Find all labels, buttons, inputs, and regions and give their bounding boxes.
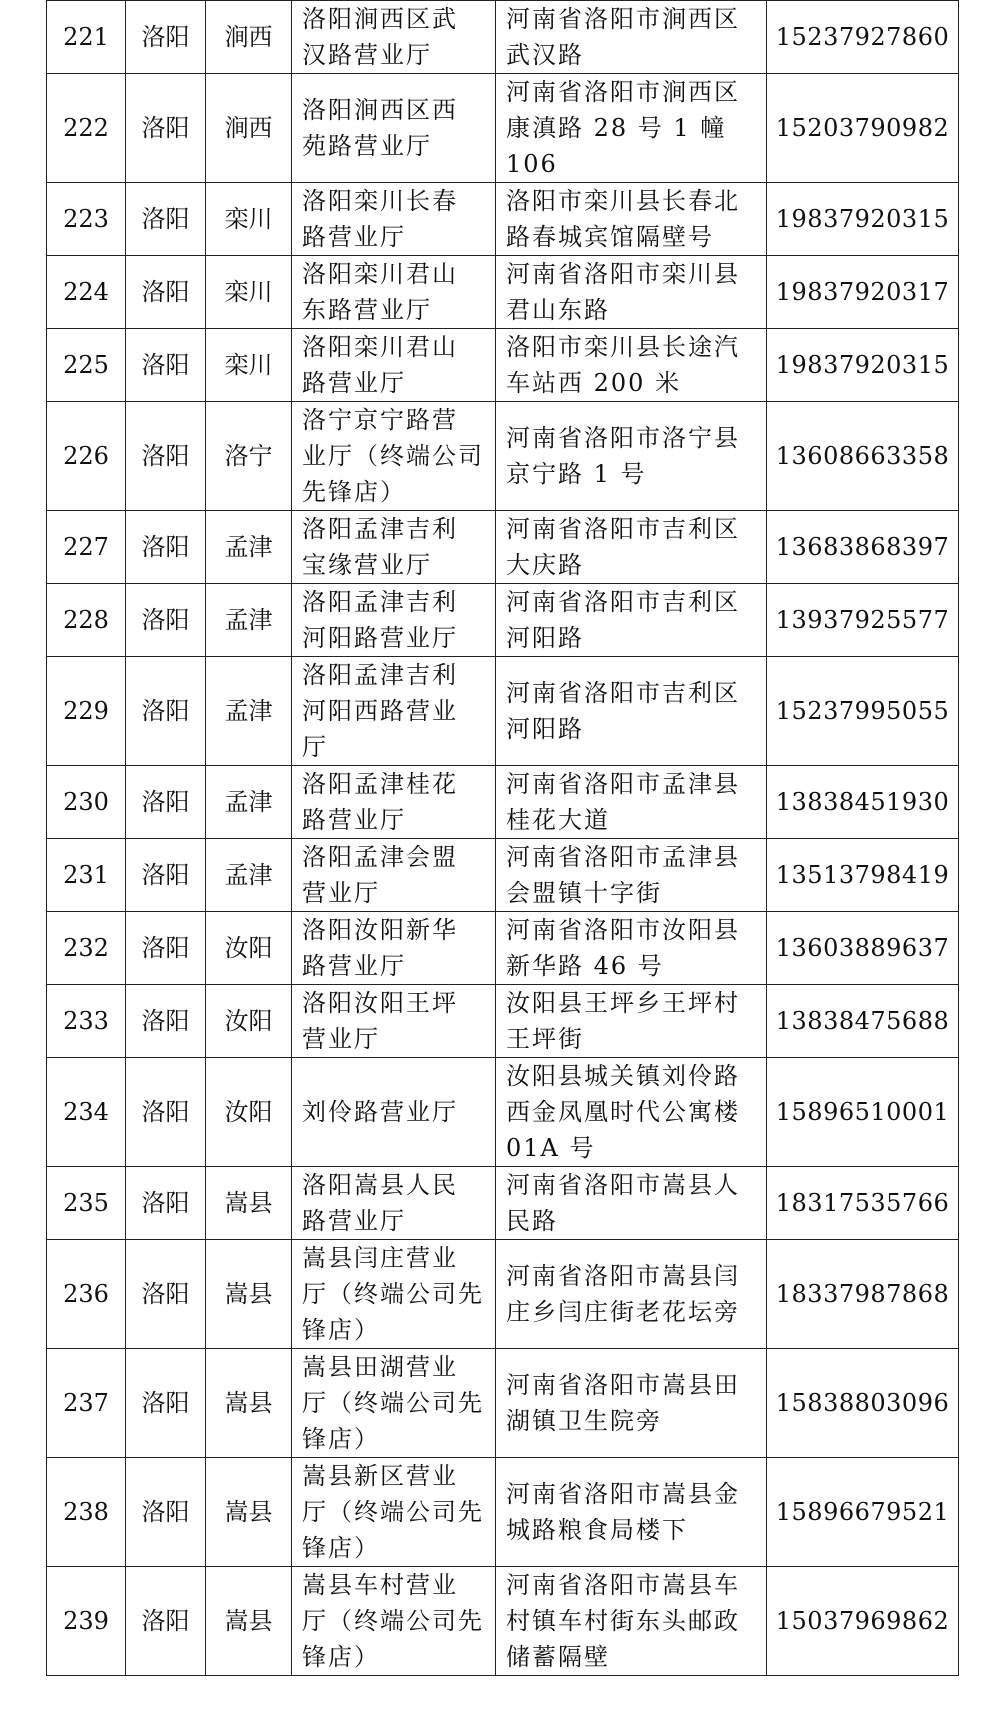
table-body bbox=[47, 1, 959, 1676]
table-row bbox=[47, 329, 959, 402]
table-row bbox=[47, 1240, 959, 1349]
address-cell bbox=[496, 1, 767, 74]
hall-name-cell bbox=[292, 657, 496, 766]
row-number-text: 221 bbox=[63, 23, 109, 51]
row-number bbox=[47, 1, 126, 74]
county-cell-text: 涧西 bbox=[224, 23, 273, 51]
hall-name-cell bbox=[292, 329, 496, 402]
row-number-text: 224 bbox=[63, 278, 109, 306]
address-cell-text: 河南省洛阳市洛宁县 京宁路 1 号 bbox=[506, 424, 740, 488]
address-cell-text: 汝阳县王坪乡王坪村 王坪街 bbox=[506, 989, 740, 1053]
table-row bbox=[47, 657, 959, 766]
city-cell-text: 洛阳 bbox=[141, 1498, 190, 1526]
address-cell bbox=[496, 766, 767, 839]
address-cell-text: 河南省洛阳市嵩县田 湖镇卫生院旁 bbox=[506, 1371, 740, 1435]
address-cell-text: 河南省洛阳市孟津县 会盟镇十字街 bbox=[506, 843, 740, 907]
city-cell-text: 洛阳 bbox=[141, 114, 190, 142]
county-cell-text: 嵩县 bbox=[224, 1280, 273, 1308]
county-cell-text: 孟津 bbox=[224, 788, 273, 816]
hall-name-cell bbox=[292, 1240, 496, 1349]
county-cell-text: 栾川 bbox=[224, 351, 273, 379]
row-number-text: 223 bbox=[63, 205, 109, 233]
row-number bbox=[47, 1058, 126, 1167]
county-cell bbox=[206, 329, 292, 402]
phone-cell bbox=[767, 1349, 959, 1458]
phone-cell-text: 15237995055 bbox=[775, 697, 950, 725]
hall-name-cell-text: 洛阳孟津会盟 营业厅 bbox=[302, 843, 458, 907]
address-cell-text: 汝阳县城关镇刘伶路 西金凤凰时代公寓楼 01A 号 bbox=[506, 1062, 740, 1162]
address-cell-text: 河南省洛阳市嵩县车 村镇车村街东头邮政 储蓄隔壁 bbox=[506, 1571, 740, 1671]
county-cell bbox=[206, 1567, 292, 1676]
address-cell bbox=[496, 183, 767, 256]
county-cell-text: 汝阳 bbox=[224, 1007, 273, 1035]
row-number-text: 231 bbox=[63, 861, 109, 889]
address-cell bbox=[496, 256, 767, 329]
row-number bbox=[47, 1458, 126, 1567]
table-row bbox=[47, 1058, 959, 1167]
county-cell bbox=[206, 256, 292, 329]
county-cell bbox=[206, 402, 292, 511]
city-cell-text: 洛阳 bbox=[141, 788, 190, 816]
row-number bbox=[47, 1240, 126, 1349]
row-number-text: 233 bbox=[63, 1007, 109, 1035]
hall-name-cell bbox=[292, 584, 496, 657]
city-cell-text: 洛阳 bbox=[141, 606, 190, 634]
city-cell bbox=[126, 657, 206, 766]
county-cell bbox=[206, 1458, 292, 1567]
address-cell-text: 河南省洛阳市吉利区 大庆路 bbox=[506, 515, 740, 579]
table-row bbox=[47, 1458, 959, 1567]
hall-name-cell-text: 洛阳汝阳王坪 营业厅 bbox=[302, 989, 458, 1053]
city-cell bbox=[126, 402, 206, 511]
county-cell-text: 汝阳 bbox=[224, 934, 273, 962]
phone-cell bbox=[767, 74, 959, 183]
address-cell bbox=[496, 1567, 767, 1676]
phone-cell-text: 18337987868 bbox=[775, 1280, 950, 1308]
phone-cell-text: 15896679521 bbox=[775, 1498, 950, 1526]
hall-name-cell-text: 洛阳栾川君山 东路营业厅 bbox=[302, 260, 458, 324]
city-cell bbox=[126, 256, 206, 329]
county-cell-text: 孟津 bbox=[224, 861, 273, 889]
hall-name-cell-text: 洛阳汝阳新华 路营业厅 bbox=[302, 916, 458, 980]
table-row bbox=[47, 402, 959, 511]
table-row bbox=[47, 256, 959, 329]
phone-cell-text: 13838451930 bbox=[775, 788, 950, 816]
table-row bbox=[47, 912, 959, 985]
hall-name-cell bbox=[292, 766, 496, 839]
address-cell-text: 河南省洛阳市吉利区 河阳路 bbox=[506, 588, 740, 652]
address-cell-text: 河南省洛阳市吉利区 河阳路 bbox=[506, 679, 740, 743]
county-cell bbox=[206, 839, 292, 912]
city-cell-text: 洛阳 bbox=[141, 861, 190, 889]
hall-name-cell bbox=[292, 1458, 496, 1567]
address-cell-text: 河南省洛阳市嵩县金 城路粮食局楼下 bbox=[506, 1480, 740, 1544]
phone-cell bbox=[767, 766, 959, 839]
address-cell bbox=[496, 839, 767, 912]
phone-cell-text: 15838803096 bbox=[775, 1389, 950, 1417]
table-row bbox=[47, 74, 959, 183]
phone-cell bbox=[767, 329, 959, 402]
row-number-text: 226 bbox=[63, 442, 109, 470]
row-number bbox=[47, 183, 126, 256]
hall-name-cell bbox=[292, 74, 496, 183]
city-cell bbox=[126, 1349, 206, 1458]
row-number-text: 239 bbox=[63, 1607, 109, 1635]
phone-cell bbox=[767, 657, 959, 766]
address-cell bbox=[496, 985, 767, 1058]
city-cell-text: 洛阳 bbox=[141, 697, 190, 725]
phone-cell bbox=[767, 183, 959, 256]
hall-name-cell bbox=[292, 256, 496, 329]
phone-cell-text: 13608663358 bbox=[775, 442, 950, 470]
city-cell-text: 洛阳 bbox=[141, 1389, 190, 1417]
county-cell bbox=[206, 1167, 292, 1240]
table-row bbox=[47, 1349, 959, 1458]
city-cell-text: 洛阳 bbox=[141, 23, 190, 51]
address-cell-text: 河南省洛阳市嵩县人 民路 bbox=[506, 1171, 740, 1235]
hall-name-cell-text: 洛阳涧西区西 苑路营业厅 bbox=[302, 96, 458, 160]
county-cell-text: 嵩县 bbox=[224, 1498, 273, 1526]
row-number-text: 236 bbox=[63, 1280, 109, 1308]
county-cell-text: 嵩县 bbox=[224, 1189, 273, 1217]
county-cell bbox=[206, 584, 292, 657]
city-cell-text: 洛阳 bbox=[141, 205, 190, 233]
phone-cell bbox=[767, 402, 959, 511]
address-cell-text: 河南省洛阳市孟津县 桂花大道 bbox=[506, 770, 740, 834]
hall-name-cell bbox=[292, 183, 496, 256]
phone-cell-text: 19837920315 bbox=[775, 351, 950, 379]
row-number bbox=[47, 985, 126, 1058]
hall-name-cell-text: 洛阳嵩县人民 路营业厅 bbox=[302, 1171, 458, 1235]
address-cell bbox=[496, 1240, 767, 1349]
hall-name-cell-text: 洛阳栾川君山 路营业厅 bbox=[302, 333, 458, 397]
address-cell-text: 洛阳市栾川县长春北 路春城宾馆隔壁号 bbox=[506, 187, 740, 251]
phone-cell bbox=[767, 1458, 959, 1567]
hall-name-cell bbox=[292, 511, 496, 584]
county-cell bbox=[206, 1349, 292, 1458]
address-cell bbox=[496, 912, 767, 985]
phone-cell bbox=[767, 1167, 959, 1240]
hall-name-cell-text: 洛阳孟津吉利 宝缘营业厅 bbox=[302, 515, 458, 579]
address-cell-text: 河南省洛阳市栾川县 君山东路 bbox=[506, 260, 740, 324]
phone-cell-text: 13513798419 bbox=[775, 861, 950, 889]
address-cell bbox=[496, 511, 767, 584]
city-cell-text: 洛阳 bbox=[141, 442, 190, 470]
row-number bbox=[47, 511, 126, 584]
hall-name-cell bbox=[292, 1058, 496, 1167]
city-cell bbox=[126, 329, 206, 402]
city-cell bbox=[126, 1567, 206, 1676]
city-cell bbox=[126, 1, 206, 74]
row-number bbox=[47, 912, 126, 985]
phone-cell-text: 13603889637 bbox=[775, 934, 950, 962]
address-cell bbox=[496, 74, 767, 183]
phone-cell bbox=[767, 1240, 959, 1349]
table-row bbox=[47, 1167, 959, 1240]
county-cell bbox=[206, 74, 292, 183]
hall-name-cell-text: 洛阳涧西区武 汉路营业厅 bbox=[302, 5, 458, 69]
phone-cell-text: 18317535766 bbox=[775, 1189, 950, 1217]
city-cell bbox=[126, 912, 206, 985]
hall-name-cell bbox=[292, 985, 496, 1058]
county-cell bbox=[206, 912, 292, 985]
hall-name-cell bbox=[292, 839, 496, 912]
hall-name-cell bbox=[292, 1, 496, 74]
table-row bbox=[47, 511, 959, 584]
row-number-text: 235 bbox=[63, 1189, 109, 1217]
city-cell bbox=[126, 183, 206, 256]
table-row bbox=[47, 985, 959, 1058]
row-number bbox=[47, 1167, 126, 1240]
city-cell-text: 洛阳 bbox=[141, 351, 190, 379]
address-cell bbox=[496, 657, 767, 766]
county-cell-text: 栾川 bbox=[224, 278, 273, 306]
address-cell bbox=[496, 402, 767, 511]
county-cell-text: 栾川 bbox=[224, 205, 273, 233]
table-row bbox=[47, 1, 959, 74]
phone-cell-text: 15896510001 bbox=[775, 1098, 950, 1126]
row-number bbox=[47, 657, 126, 766]
city-cell-text: 洛阳 bbox=[141, 1607, 190, 1635]
phone-cell bbox=[767, 1, 959, 74]
county-cell-text: 孟津 bbox=[224, 697, 273, 725]
row-number-text: 234 bbox=[63, 1098, 109, 1126]
county-cell bbox=[206, 183, 292, 256]
hall-name-cell-text: 刘伶路营业厅 bbox=[302, 1098, 458, 1126]
phone-cell-text: 15203790982 bbox=[775, 114, 950, 142]
hall-name-cell-text: 洛阳孟津吉利 河阳路营业厅 bbox=[302, 588, 458, 652]
address-cell bbox=[496, 1058, 767, 1167]
phone-cell bbox=[767, 912, 959, 985]
row-number bbox=[47, 1567, 126, 1676]
row-number bbox=[47, 839, 126, 912]
phone-cell bbox=[767, 256, 959, 329]
county-cell-text: 嵩县 bbox=[224, 1607, 273, 1635]
row-number-text: 225 bbox=[63, 351, 109, 379]
phone-cell-text: 13838475688 bbox=[775, 1007, 950, 1035]
phone-cell-text: 15237927860 bbox=[775, 23, 950, 51]
row-number-text: 232 bbox=[63, 934, 109, 962]
phone-cell-text: 13683868397 bbox=[775, 533, 950, 561]
county-cell bbox=[206, 657, 292, 766]
hall-name-cell-text: 洛阳孟津吉利 河阳西路营业 厅 bbox=[302, 661, 458, 761]
city-cell-text: 洛阳 bbox=[141, 533, 190, 561]
phone-cell-text: 13937925577 bbox=[775, 606, 950, 634]
row-number-text: 222 bbox=[63, 114, 109, 142]
table-row bbox=[47, 183, 959, 256]
city-cell bbox=[126, 74, 206, 183]
row-number bbox=[47, 74, 126, 183]
row-number-text: 230 bbox=[63, 788, 109, 816]
address-cell-text: 河南省洛阳市汝阳县 新华路 46 号 bbox=[506, 916, 740, 980]
city-cell bbox=[126, 985, 206, 1058]
city-cell bbox=[126, 1167, 206, 1240]
table-row bbox=[47, 839, 959, 912]
hall-name-cell-text: 洛阳孟津桂花 路营业厅 bbox=[302, 770, 458, 834]
row-number bbox=[47, 402, 126, 511]
city-cell bbox=[126, 766, 206, 839]
city-cell bbox=[126, 584, 206, 657]
county-cell-text: 嵩县 bbox=[224, 1389, 273, 1417]
address-cell-text: 河南省洛阳市涧西区 康滇路 28 号 1 幢 106 bbox=[506, 78, 740, 178]
address-cell bbox=[496, 1167, 767, 1240]
table-row bbox=[47, 1567, 959, 1676]
city-cell-text: 洛阳 bbox=[141, 934, 190, 962]
phone-cell-text: 19837920317 bbox=[775, 278, 950, 306]
county-cell-text: 汝阳 bbox=[224, 1098, 273, 1126]
row-number bbox=[47, 766, 126, 839]
hall-name-cell bbox=[292, 1567, 496, 1676]
phone-cell bbox=[767, 511, 959, 584]
row-number bbox=[47, 1349, 126, 1458]
city-cell bbox=[126, 839, 206, 912]
city-cell bbox=[126, 1058, 206, 1167]
hall-name-cell-text: 洛宁京宁路营 业厅（终端公司 先锋店） bbox=[302, 406, 484, 506]
table-row bbox=[47, 584, 959, 657]
hall-name-cell bbox=[292, 1349, 496, 1458]
phone-cell bbox=[767, 839, 959, 912]
hall-name-cell-text: 嵩县新区营业 厅（终端公司先 锋店） bbox=[302, 1462, 484, 1562]
table-row bbox=[47, 766, 959, 839]
address-cell-text: 洛阳市栾川县长途汽 车站西 200 米 bbox=[506, 333, 740, 397]
address-cell bbox=[496, 329, 767, 402]
county-cell-text: 孟津 bbox=[224, 533, 273, 561]
phone-cell bbox=[767, 985, 959, 1058]
city-cell-text: 洛阳 bbox=[141, 1280, 190, 1308]
hall-name-cell-text: 嵩县闫庄营业 厅（终端公司先 锋店） bbox=[302, 1244, 484, 1344]
city-cell bbox=[126, 1240, 206, 1349]
county-cell bbox=[206, 1240, 292, 1349]
county-cell-text: 孟津 bbox=[224, 606, 273, 634]
phone-cell-text: 15037969862 bbox=[775, 1607, 950, 1635]
row-number-text: 227 bbox=[63, 533, 109, 561]
county-cell-text: 涧西 bbox=[224, 114, 273, 142]
hall-name-cell bbox=[292, 1167, 496, 1240]
row-number-text: 229 bbox=[63, 697, 109, 725]
hall-name-cell-text: 嵩县车村营业 厅（终端公司先 锋店） bbox=[302, 1571, 484, 1671]
hall-name-cell bbox=[292, 912, 496, 985]
hall-name-cell-text: 洛阳栾川长春 路营业厅 bbox=[302, 187, 458, 251]
county-cell bbox=[206, 985, 292, 1058]
city-cell-text: 洛阳 bbox=[141, 278, 190, 306]
row-number-text: 228 bbox=[63, 606, 109, 634]
city-cell-text: 洛阳 bbox=[141, 1007, 190, 1035]
phone-cell-text: 19837920315 bbox=[775, 205, 950, 233]
city-cell bbox=[126, 1458, 206, 1567]
phone-cell bbox=[767, 1567, 959, 1676]
address-cell bbox=[496, 584, 767, 657]
hall-name-cell-text: 嵩县田湖营业 厅（终端公司先 锋店） bbox=[302, 1353, 484, 1453]
county-cell bbox=[206, 511, 292, 584]
row-number-text: 237 bbox=[63, 1389, 109, 1417]
address-cell-text: 河南省洛阳市涧西区 武汉路 bbox=[506, 5, 740, 69]
address-cell-text: 河南省洛阳市嵩县闫 庄乡闫庄街老花坛旁 bbox=[506, 1262, 740, 1326]
row-number bbox=[47, 329, 126, 402]
city-cell-text: 洛阳 bbox=[141, 1098, 190, 1126]
business-hall-table bbox=[46, 0, 959, 1676]
address-cell bbox=[496, 1349, 767, 1458]
phone-cell bbox=[767, 1058, 959, 1167]
county-cell bbox=[206, 1058, 292, 1167]
county-cell-text: 洛宁 bbox=[224, 442, 273, 470]
city-cell bbox=[126, 511, 206, 584]
row-number bbox=[47, 584, 126, 657]
hall-name-cell bbox=[292, 402, 496, 511]
phone-cell bbox=[767, 584, 959, 657]
address-cell bbox=[496, 1458, 767, 1567]
row-number bbox=[47, 256, 126, 329]
city-cell-text: 洛阳 bbox=[141, 1189, 190, 1217]
county-cell bbox=[206, 766, 292, 839]
county-cell bbox=[206, 1, 292, 74]
row-number-text: 238 bbox=[63, 1498, 109, 1526]
